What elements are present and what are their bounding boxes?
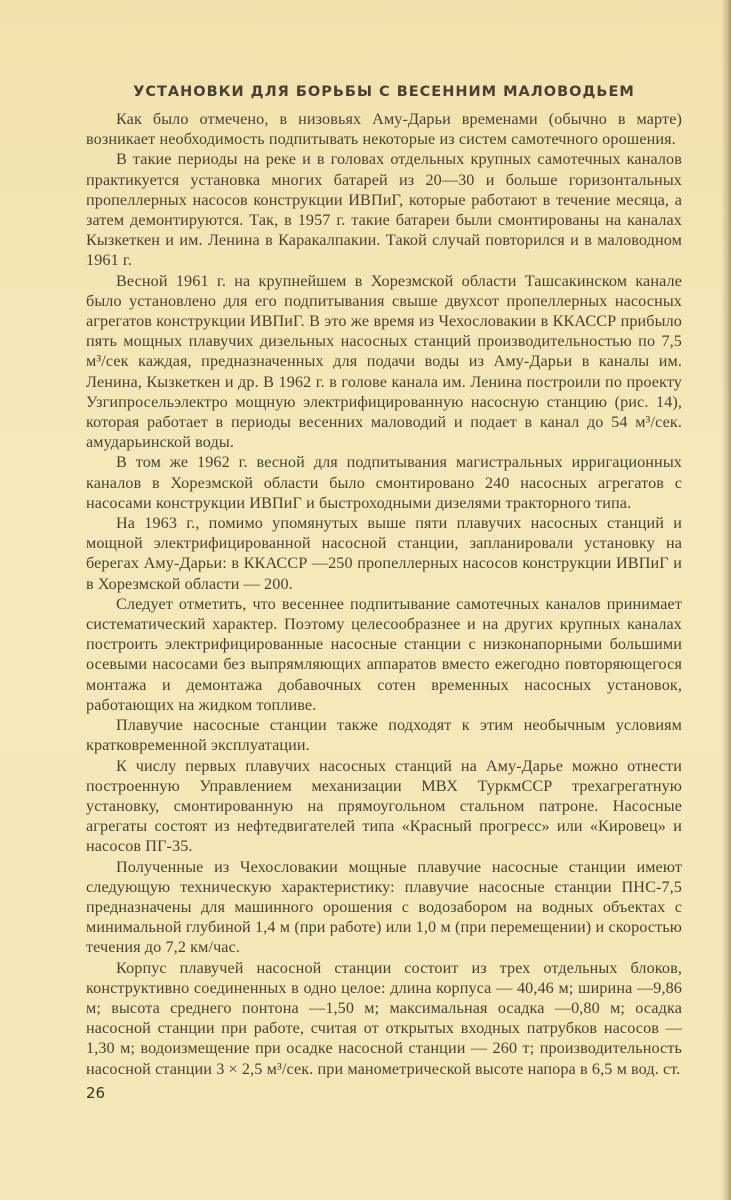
paragraph: Как было отмечено, в низовьях Аму-Дарьи временами (обычно в марте) возникает необходимость подпитывать некоторые из систем самотечного орошения. (86, 110, 682, 149)
page-number: 26 (86, 1084, 106, 1102)
paragraph: В такие периоды на реке и в головах отдельных крупных самотечных каналов практикуется установка многих батарей из 20—30 и больше горизонтальных пропеллерных насосов конструкции ИВПиГ, которые работают в течение месяца, а затем демонтируются. Так, в 1957 г. такие батареи были смонтированы на каналах Кызкеткен и им. Ленина в Каракалпакии. Такой случай повторился и в маловодном 1961 г. (86, 150, 682, 270)
paragraph: В том же 1962 г. весной для подпитывания магистральных ирригационных каналов в Хорезмской области было смонтировано 240 насосных агрегатов с насосами конструкции ИВПиГ и быстроходными дизелями тракторного типа. (86, 453, 682, 512)
running-header: УСТАНОВКИ ДЛЯ БОРЬБЫ С ВЕСЕННИМ МАЛОВОДЬЕМ (133, 84, 635, 100)
paragraph: Плавучие насосные станции также подходят к этим необычным условиям кратковременной эксплуатации. (86, 716, 682, 755)
paragraph: Корпус плавучей насосной станции состоит из трех отдельных блоков, конструктивно соединенных в одно целое: длина корпуса — 40,46 м; ширина —9,86 м; высота среднего понтона —1,50 м; максимальная осадка —0,80 м; осадка насосной станции при работе, считая от открытых входных патрубков насосов —1,30 м; водоизмещение при осадке насосной станции — 260 т; производительность насосной станции 3 × 2,5 м³/сек. при манометрической высоте напора в 6,5 м вод. ст. (86, 958, 682, 1078)
paragraph: К числу первых плавучих насосных станций на Аму-Дарье можно отнести построенную Управлением механизации МВХ ТуркмССР трехагрегатную установку, смонтированную на прямоугольном стальном патроне. Насосные агрегаты состоят из нефтедвигателей типа «Красный прогресс» или «Кировец» и насосов ПГ-35. (86, 756, 682, 856)
paragraph: Весной 1961 г. на крупнейшем в Хорезмской области Ташсакинском канале было установлено для его подпитывания свыше двухсот пропеллерных насосных агрегатов конструкции ИВПиГ. В это же время из Чехословакии в ККАССР прибыло пять мощных плавучих дизельных насосных станций производительностью по 7,5 м³/сек каждая, предназначенных для подачи воды из Аму-Дарьи в каналы им. Ленина, Кызкеткен и др. В 1962 г. в голове канала им. Ленина построили по проекту Узгипросельэлектро мощную электрифицированную насосную станцию (рис. 14), которая работает в периоды весенних маловодий и подает в канал до 54 м³/сек. амударьинской воды. (86, 271, 682, 452)
paragraph: Следует отметить, что весеннее подпитывание самотечных каналов принимает систематический характер. Поэтому целесообразнее и на других крупных каналах построить электрифицированные насосные станции с низконапорными большими осевыми насосами без выпрямляющих аппаратов вместо ежегодно повторяющегося монтажа и демонтажа добавочных сотен временных насосных установок, работающих на жидком топливе. (86, 594, 682, 714)
page-edge-shadow (721, 0, 731, 1200)
book-page (86, 84, 682, 1079)
paragraph: На 1963 г., помимо упомянутых выше пяти плавучих насосных станций и мощной электрифицированной насосной станции, запланировали установку на берегах Аму-Дарьи: в ККАССР —250 пропеллерных насосов конструкции ИВПиГ и в Хорезмской области — 200. (86, 514, 682, 593)
paragraph: Полученные из Чехословакии мощные плавучие насосные станции имеют следующую техническую характеристику: плавучие насосные станции ПНС-7,5 предназначены для машинного орошения с водозабором на водных объектах с минимальной глубиной 1,4 м (при работе) или 1,0 м (при перемещении) и скоростью течения до 7,2 км/час. (86, 857, 682, 957)
